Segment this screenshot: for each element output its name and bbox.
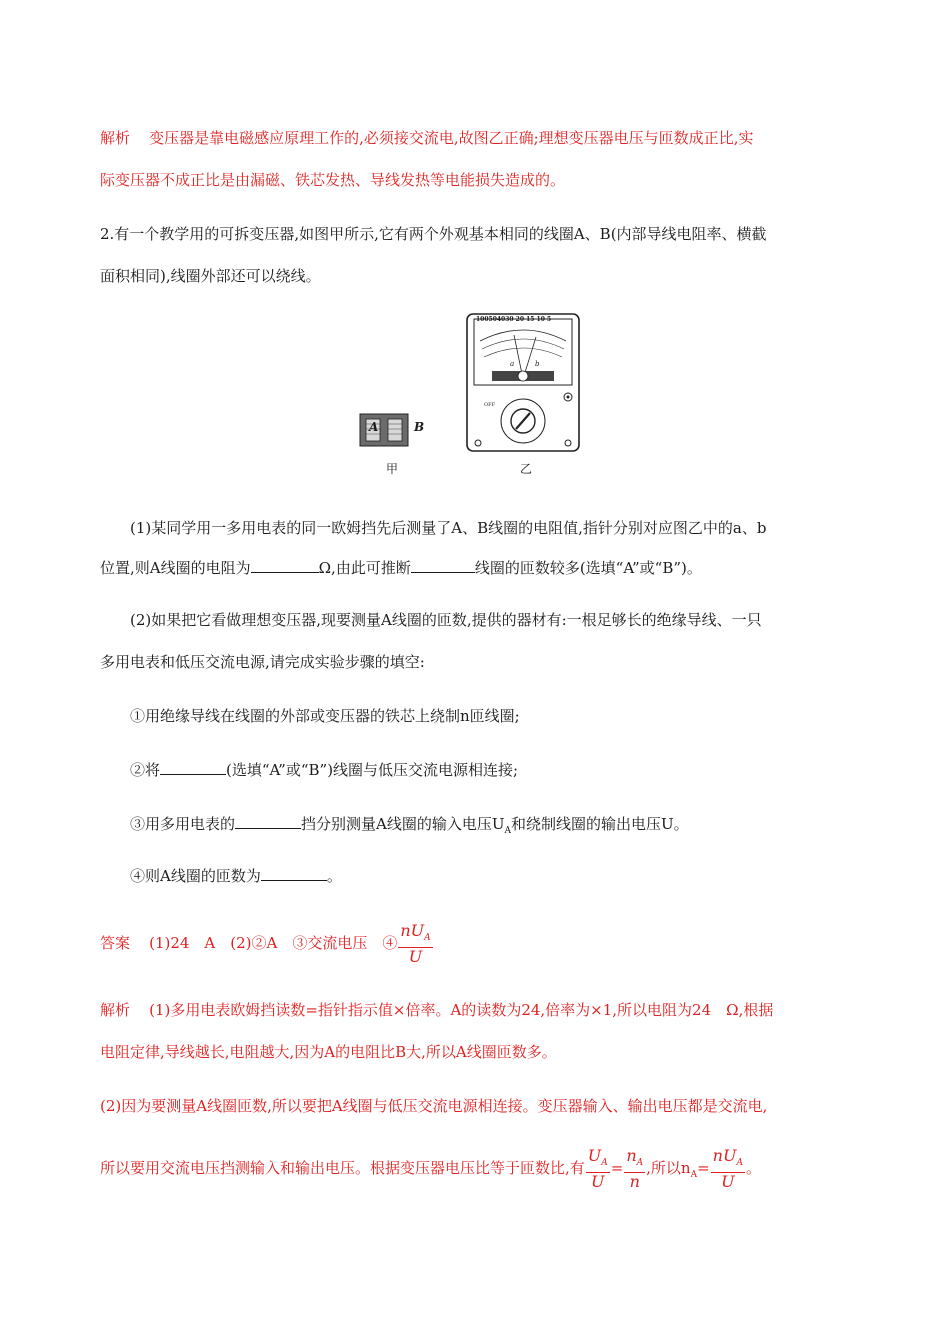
step-3-text-b: 挡分别测量A线圈的输入电压U — [301, 815, 505, 833]
step-3-subscript: A — [504, 826, 511, 836]
analysis-2-line-3: (2)因为要测量A线圈匝数,所以要把A线圈与低压交流电源相连接。变压器输入、输出电压都是交流电, — [100, 1097, 768, 1115]
step-2-text-b: (选填“A”或“B”)线圈与低压交流电源相连接; — [226, 761, 519, 779]
meter-scale-text: 100504030 20 15 10 5 — [476, 316, 552, 323]
answer-frac-sub: A — [424, 933, 431, 944]
analysis-2-end: 。 — [745, 1159, 761, 1177]
frac-1-den: U — [591, 1172, 605, 1192]
equals-sign: = — [610, 1159, 624, 1177]
question-2-line-2: 面积相同),线圈外部还可以绕线。 — [100, 267, 321, 285]
multimeter-figure — [466, 313, 580, 453]
caption-jia: 甲 — [386, 462, 399, 476]
answer-text: (1)24 A (2)②A ③交流电压 ④ — [149, 934, 398, 953]
analysis-label: 解析 — [100, 129, 131, 147]
analysis-2-label: 解析 — [100, 1001, 131, 1019]
step-4-text-a: ④则A线圈的匝数为 — [130, 867, 261, 885]
caption-yi: 乙 — [520, 462, 533, 476]
analysis-2-line-2: 电阻定律,导线越长,电阻越大,因为A的电阻比B大,所以A线圈匝数多。 — [100, 1043, 557, 1061]
frac-2-num: n — [626, 1145, 637, 1165]
analysis-2-text-4b: ,所以n — [646, 1159, 691, 1177]
answer-blank-step-3[interactable] — [235, 814, 301, 829]
frac-3-num: nU — [712, 1145, 737, 1165]
frac-3-den: U — [721, 1172, 735, 1192]
fraction-turns-ratio — [624, 1147, 645, 1191]
frac-2-sub: A — [636, 1158, 644, 1169]
step-2-text-a: ②将 — [130, 761, 161, 779]
fraction-voltage-ratio — [586, 1147, 610, 1191]
answer-blank-step-4[interactable] — [261, 866, 327, 881]
dial-off-label: OFF — [484, 402, 496, 408]
fraction-result — [711, 1147, 745, 1191]
part-1-text-b: Ω,由此可推断 — [318, 559, 411, 577]
meter-pointer-a: a — [510, 360, 515, 368]
step-1: ①用绝缘导线在线圈的外部或变压器的铁芯上绕制n匝线圈; — [130, 707, 520, 725]
part-1-line-1: (1)某同学用一多用电表的同一欧姆挡先后测量了A、B线圈的电阻值,指针分别对应图乙中的a、b — [130, 519, 767, 537]
part-1-text-a: 位置,则A线圈的电阻为 — [100, 559, 251, 577]
answer-fraction — [398, 922, 432, 966]
frac-2-den: n — [629, 1172, 640, 1192]
coil-label-a: A — [369, 420, 379, 434]
step-3-text-a: ③用多用电表的 — [130, 815, 236, 833]
step-3 — [130, 814, 689, 841]
answer-blank-coil[interactable] — [411, 558, 475, 573]
analysis-2-text-4a: 所以要用交流电压挡测输入和输出电压。根据变压器电压比等于匝数比,有 — [100, 1159, 585, 1177]
step-4 — [130, 866, 342, 886]
frac-1-sub: A — [601, 1158, 608, 1169]
step-3-text-c: 和绕制线圈的输出电压U。 — [511, 815, 689, 833]
analysis-1-line-2: 际变压器不成正比是由漏磁、铁芯发热、导线发热等电能损失造成的。 — [100, 171, 566, 189]
step-2 — [130, 760, 518, 780]
step-4-text-b: 。 — [326, 867, 342, 885]
answer-blank-step-2[interactable] — [160, 760, 226, 775]
part-2-line-2: 多用电表和低压交流电源,请完成实验步骤的填空: — [100, 653, 425, 671]
part-2-line-1: (2)如果把它看做理想变压器,现要测量A线圈的匝数,提供的器材有:一根足够长的绝缘导线、一只 — [130, 611, 762, 629]
frac-3-sub: A — [736, 1158, 743, 1169]
answer-frac-den: U — [408, 947, 423, 967]
answer-frac-num: nU — [400, 921, 425, 940]
analysis-2-line-4 — [100, 1146, 761, 1197]
analysis-1-line-1 — [100, 128, 753, 148]
n-a-subscript: A — [690, 1170, 698, 1180]
answer-blank-resistance[interactable] — [251, 558, 319, 573]
answer-line — [100, 922, 434, 966]
answer-label: 答案 — [100, 934, 131, 953]
meter-pointer-b: b — [535, 360, 540, 368]
coil-label-b: B — [414, 420, 425, 434]
analysis-2-text-1: (1)多用电表欧姆挡读数=指针指示值×倍率。A的读数为24,倍率为×1,所以电阻为24 Ω,根据 — [149, 1001, 774, 1019]
equals-sign-2: = — [697, 1159, 710, 1177]
analysis-text: 变压器是靠电磁感应原理工作的,必须接交流电,故图乙正确;理想变压器电压与匝数成正比,实 — [149, 129, 754, 147]
frac-1-num: U — [587, 1145, 602, 1165]
analysis-2-line-1 — [100, 1000, 773, 1020]
part-1-line-2 — [100, 558, 702, 578]
part-1-text-c: 线圈的匝数较多(选填“A”或“B”)。 — [474, 559, 702, 577]
question-2-line-1: 2.有一个教学用的可拆变压器,如图甲所示,它有两个外观基本相同的线圈A、B(内部导线电阻率、横截 — [100, 225, 767, 243]
